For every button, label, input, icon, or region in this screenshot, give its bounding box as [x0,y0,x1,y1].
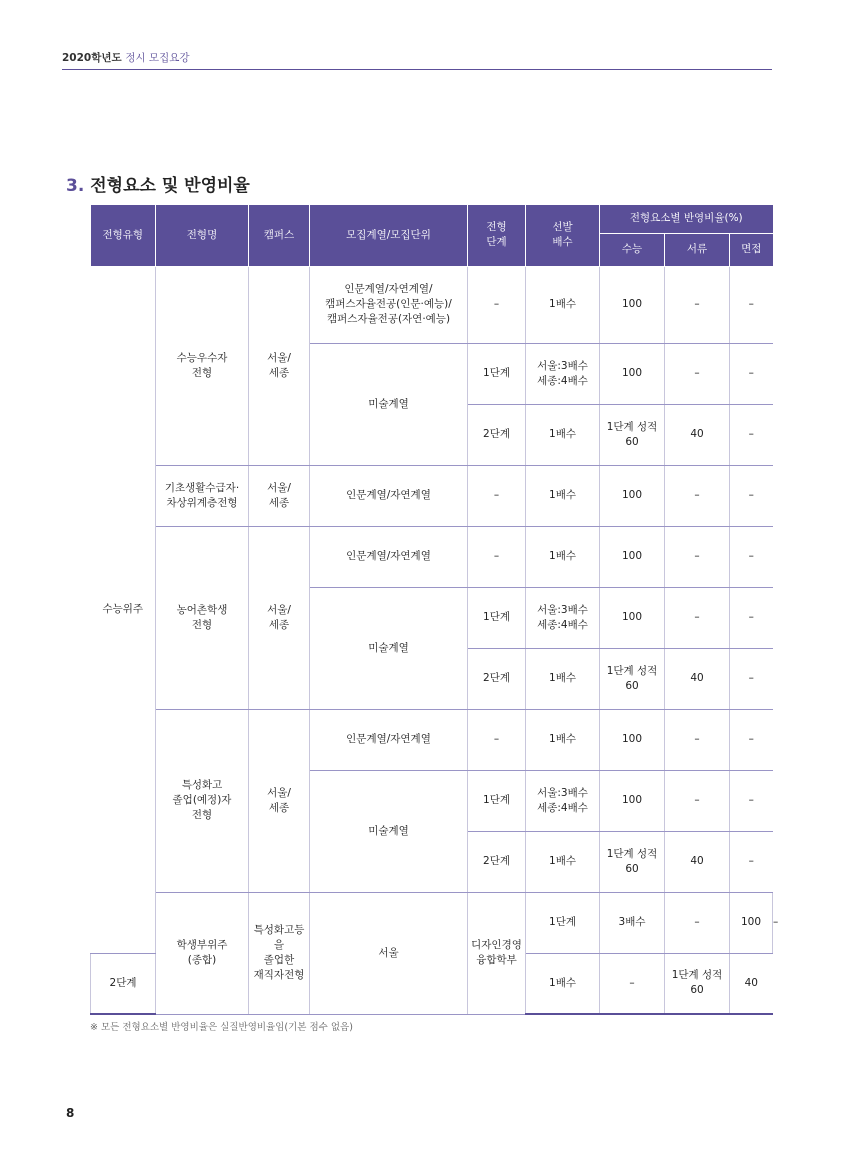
table-row [91,526,773,587]
unit-cell: 인문계열/자연계열 [310,465,468,526]
suneung-cell: 100 [600,587,665,648]
docs-cell: – [665,770,730,831]
admission-ratio-table [90,205,779,1015]
interview-cell: – [730,770,773,831]
col-header-ratio: 선발 배수 [526,205,600,266]
suneung-cell: – [665,892,730,953]
name-cell: 수능우수자 전형 [156,266,249,465]
table-row: 학생부위주 (종합) 특성화고등을 졸업한 재직자전형 서울 디자인경영융합학부 1단계 3배수 – 100 – [91,892,773,953]
interview-cell: – [730,266,773,343]
suneung-cell: 100 [600,465,665,526]
campus-cell: 서울/ 세종 [249,526,310,709]
interview-cell: – [730,526,773,587]
unit-cell: 미술계열 [310,587,468,709]
docs-cell: 40 [665,648,730,709]
suneung-cell: 100 [600,266,665,343]
docs-cell: 40 [665,831,730,892]
unit-cell: 인문계열/자연계열/ 캠퍼스자율전공(인문·예능)/ 캠퍼스자율전공(자연·예능) [310,266,468,343]
docs-cell: – [665,709,730,770]
ratio-cell: 서울:3배수 세종:4배수 [526,587,600,648]
type-cell: 학생부위주 (종합) [156,892,249,1014]
suneung-cell: 100 [600,343,665,404]
col-header-name: 전형명 [156,205,249,266]
campus-cell: 서울/ 세종 [249,465,310,526]
col-header-campus: 캠퍼스 [249,205,310,266]
table-row [91,465,773,526]
interview-cell: – [730,648,773,709]
ratio-cell: 3배수 [600,892,665,953]
stage-cell: – [468,709,526,770]
table-row [91,709,773,770]
stage-cell: 2단계 [468,831,526,892]
suneung-cell: 1단계 성적 60 [600,404,665,465]
unit-cell: 미술계열 [310,343,468,465]
header-year: 2020학년도 [62,52,122,64]
ratio-cell: 1배수 [526,266,600,343]
header-rule [62,69,772,70]
stage-cell: – [468,526,526,587]
col-header-unit: 모집계열/모집단위 [310,205,468,266]
docs-cell: 40 [665,404,730,465]
type-cell: 수능위주 [91,266,156,953]
section-title [66,171,250,196]
suneung-cell: 1단계 성적 60 [600,648,665,709]
docs-cell: – [665,465,730,526]
name-cell: 농어촌학생 전형 [156,526,249,709]
unit-cell: 미술계열 [310,770,468,892]
footnote: ※ 모든 전형요소별 반영비율은 실질반영비율임(기본 점수 없음) [90,1022,353,1033]
col-header-interview: 면접 [730,233,773,266]
section-title-text: 전형요소 및 반영비율 [90,176,250,196]
suneung-cell: 100 [600,709,665,770]
campus-cell: 서울/ 세종 [249,266,310,465]
col-header-type: 전형유형 [91,205,156,266]
running-header [62,50,190,65]
interview-cell: – [730,709,773,770]
docs-cell: 100 [730,892,773,953]
ratio-cell: 서울:3배수 세종:4배수 [526,770,600,831]
stage-cell: – [468,266,526,343]
interview-cell: 40 [730,953,773,1014]
interview-cell: – [730,587,773,648]
suneung-cell: 100 [600,526,665,587]
col-header-elements: 전형요소별 반영비율(%) [600,205,773,233]
ratio-cell: 1배수 [526,526,600,587]
interview-cell: – [730,831,773,892]
campus-cell: 서울 [310,892,468,1014]
stage-cell: – [468,465,526,526]
name-cell: 특성화고 졸업(예정)자 전형 [156,709,249,892]
suneung-cell: 100 [600,770,665,831]
stage-cell: 1단계 [468,587,526,648]
stage-cell: 1단계 [468,343,526,404]
ratio-cell: 1배수 [526,953,600,1014]
stage-cell: 2단계 [468,404,526,465]
stage-cell: 2단계 [468,648,526,709]
docs-cell: – [665,266,730,343]
stage-cell: 1단계 [468,770,526,831]
docs-cell: 1단계 성적 60 [665,953,730,1014]
docs-cell: – [665,526,730,587]
docs-cell: – [665,343,730,404]
ratio-cell: 서울:3배수 세종:4배수 [526,343,600,404]
table-row [91,266,773,343]
interview-cell: – [730,465,773,526]
unit-cell: 인문계열/자연계열 [310,709,468,770]
header-title: 정시 모집요강 [125,52,190,64]
ratio-cell: 1배수 [526,404,600,465]
unit-cell: 인문계열/자연계열 [310,526,468,587]
name-cell: 기초생활수급자· 차상위계층전형 [156,465,249,526]
page-number: 8 [66,1106,75,1120]
section-number: 3. [66,176,85,196]
ratio-cell: 1배수 [526,709,600,770]
docs-cell: – [665,587,730,648]
interview-cell: – [730,404,773,465]
unit-cell: 디자인경영융합학부 [468,892,526,1014]
ratio-cell: 1배수 [526,831,600,892]
ratio-cell: 1배수 [526,465,600,526]
suneung-cell: – [600,953,665,1014]
interview-cell: – [730,343,773,404]
ratio-cell: 1배수 [526,648,600,709]
campus-cell: 서울/ 세종 [249,709,310,892]
stage-cell: 1단계 [526,892,600,953]
stage-cell: 2단계 [91,953,156,1014]
col-header-suneung: 수능 [600,233,665,266]
suneung-cell: 1단계 성적 60 [600,831,665,892]
name-cell: 특성화고등을 졸업한 재직자전형 [249,892,310,1014]
col-header-docs: 서류 [665,233,730,266]
col-header-stage: 전형 단계 [468,205,526,266]
